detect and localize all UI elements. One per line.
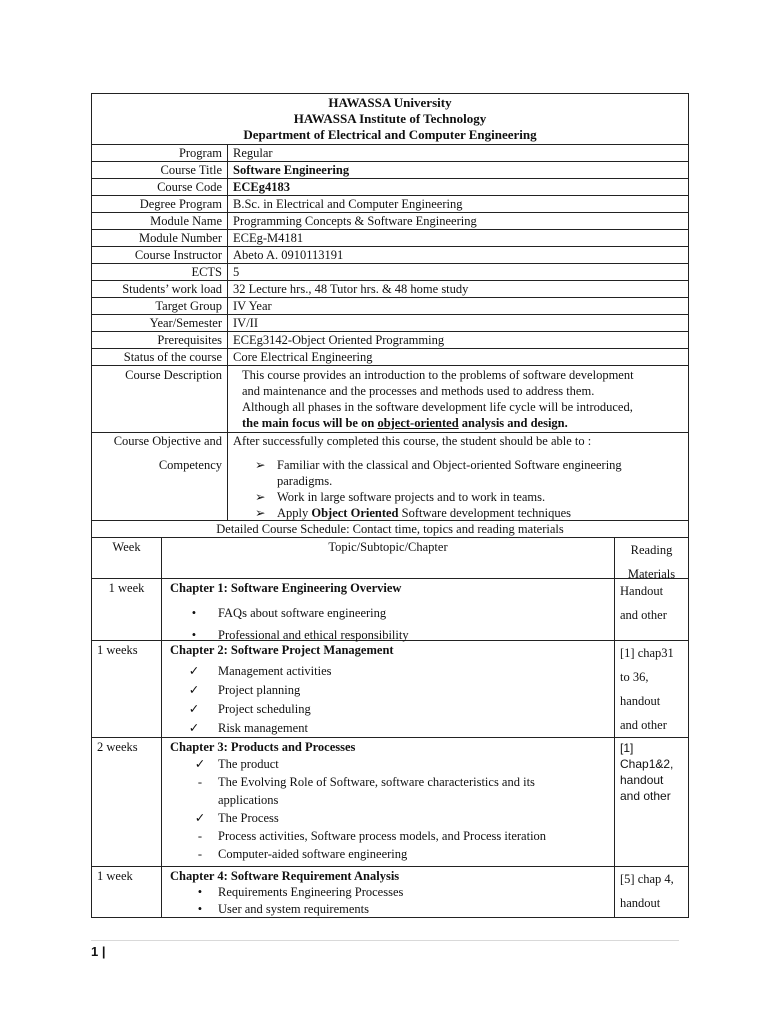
list-item: ✓ Project scheduling [162,700,614,719]
list-item: • FAQs about software engineering [162,602,614,624]
value: 32 Lecture hrs., 48 Tutor hrs. & 48 home study [233,282,469,296]
page-number: 1 | [91,944,106,959]
footer-divider [91,940,679,941]
label: Prerequisites [92,332,228,348]
institute-name: HAWASSA Institute of Technology [293,111,487,126]
row-course-code [92,179,688,196]
description-text [242,367,684,431]
list-item: ➢ Familiar with the classical and Object-oriented Software engineering paradigms. [255,458,622,488]
label-line: Course Objective and [113,434,222,448]
focus-text-c: analysis and design. [458,416,568,430]
list-item: ✓ Management activities [162,662,614,681]
chapter-title: Chapter 3: Products and Processes [170,740,356,754]
topic-cell [162,579,615,640]
value: ECEg-M4181 [233,231,304,245]
arrow-bullet-icon: ➢ [255,458,266,472]
row-course-instructor [92,247,688,264]
table-row [92,738,688,867]
list-item: • Requirements Engineering Processes [162,884,614,901]
description-line: Although all phases in the software development life cycle will be introduced, [242,400,633,414]
label: Course Code [92,179,228,195]
description-line [242,415,684,431]
university-name: HAWASSA University [328,95,452,110]
row-status [92,349,688,366]
chapter-title: Chapter 4: Software Requirement Analysis [170,869,400,883]
list-item: • User and system requirements [162,901,614,918]
course-table [91,93,689,918]
table-header [92,94,688,145]
bullet-icon: • [191,628,197,642]
check-icon: ✓ [188,683,200,697]
schedule-title-row [92,521,688,538]
schedule-title: Detailed Course Schedule: Contact time, topics and reading materials [216,522,564,536]
list-item: ✓ The Process [162,809,614,827]
description-line: This course provides an introduction to the problems of software development [242,368,634,382]
label-line: Competency [158,458,222,472]
list-item: • Professional and ethical responsibility [162,624,614,646]
table-row [92,579,688,641]
row-degree-program [92,196,688,213]
topic-cell [162,738,615,866]
week-cell: 2 weeks [92,738,162,866]
check-icon: ✓ [188,664,200,678]
col-reading-header: Reading Materials [627,543,676,581]
label: ECTS [92,264,228,280]
list-item: ✓ Risk management [162,719,614,738]
chapter-title: Chapter 1: Software Engineering Overview [170,581,402,595]
value: B.Sc. in Electrical and Computer Engineering [233,197,463,211]
topic-cell [162,867,615,918]
label: Year/Semester [92,315,228,331]
row-work-load [92,281,688,298]
value: Abeto A. 0910113191 [233,248,344,262]
list-item: - Process activities, Software process models, and Process iteration [162,827,614,845]
list-item: ✓ Project planning [162,681,614,700]
value: ECEg3142-Object Oriented Programming [233,333,445,347]
check-icon: ✓ [194,757,206,771]
arrow-bullet-icon: ➢ [255,506,266,520]
label [92,433,228,520]
value: Core Electrical Engineering [233,350,373,364]
bullet-icon: • [197,885,203,899]
reading-cell: [1] Chap1&2, handout and other [620,741,674,803]
label: Degree Program [92,196,228,212]
col-topic-header: Topic/Subtopic/Chapter [162,538,615,578]
dash-icon: - [197,829,203,843]
reading-cell: [5] chap 4, handout [620,872,674,910]
reading-cell: [1] chap31 to 36, handout and other [620,646,674,732]
description-line: and maintenance and the processes and methods used to address them. [242,384,595,398]
row-course-description [92,366,688,433]
schedule-header-row [92,538,688,579]
week-cell: 1 week [92,867,162,918]
row-program [92,145,688,162]
row-year-semester [92,315,688,332]
objective-content [233,433,684,521]
check-icon: ✓ [188,702,200,716]
label: Module Name [92,213,228,229]
dash-icon: - [197,775,203,789]
week-cell: 1 week [92,579,162,640]
row-module-number [92,230,688,247]
list-item: ✓ The product [162,755,614,773]
department-name: Department of Electrical and Computer Engineering [243,127,537,142]
row-course-title [92,162,688,179]
bullet-icon: • [191,606,197,620]
arrow-bullet-icon: ➢ [255,490,266,504]
week-cell: 1 weeks [92,641,162,737]
value: Regular [233,146,273,160]
dash-icon: - [197,847,203,861]
row-target-group [92,298,688,315]
value: 5 [233,265,240,279]
objective-intro: After successfully completed this course, the student should be able to : [233,434,592,448]
objective-list [233,457,684,521]
value: Software Engineering [233,163,350,177]
label: Course Description [92,366,228,432]
value: IV Year [233,299,272,313]
focus-text-b: object-oriented [377,416,459,430]
row-prerequisites [92,332,688,349]
reading-cell: Handout and other [620,584,667,622]
label: Target Group [92,298,228,314]
row-module-name [92,213,688,230]
topic-cell [162,641,615,737]
list-item: ➢ Work in large software projects and to work in teams. [255,490,546,504]
value: IV/II [233,316,258,330]
row-course-objective [92,433,688,521]
label: Program [92,145,228,161]
value: Programming Concepts & Software Engineering [233,214,477,228]
label: Module Number [92,230,228,246]
list-item: ➢ Apply Object Oriented Software development techniques [255,506,572,520]
label: Status of the course [92,349,228,365]
col-week-header: Week [92,538,162,578]
label: Course Instructor [92,247,228,263]
table-row [92,641,688,738]
table-row [92,867,688,918]
list-item: - Computer-aided software engineering [162,845,614,863]
label: Course Title [92,162,228,178]
focus-text-a: the main focus will be on [242,416,378,430]
bullet-icon: • [197,902,203,916]
value: ECEg4183 [233,180,290,194]
label: Students’ work load [92,281,228,297]
chapter-title: Chapter 2: Software Project Management [170,643,394,657]
check-icon: ✓ [188,721,200,735]
check-icon: ✓ [194,811,206,825]
list-item: - The Evolving Role of Software, software characteristics and its applications [162,773,614,809]
row-ects [92,264,688,281]
